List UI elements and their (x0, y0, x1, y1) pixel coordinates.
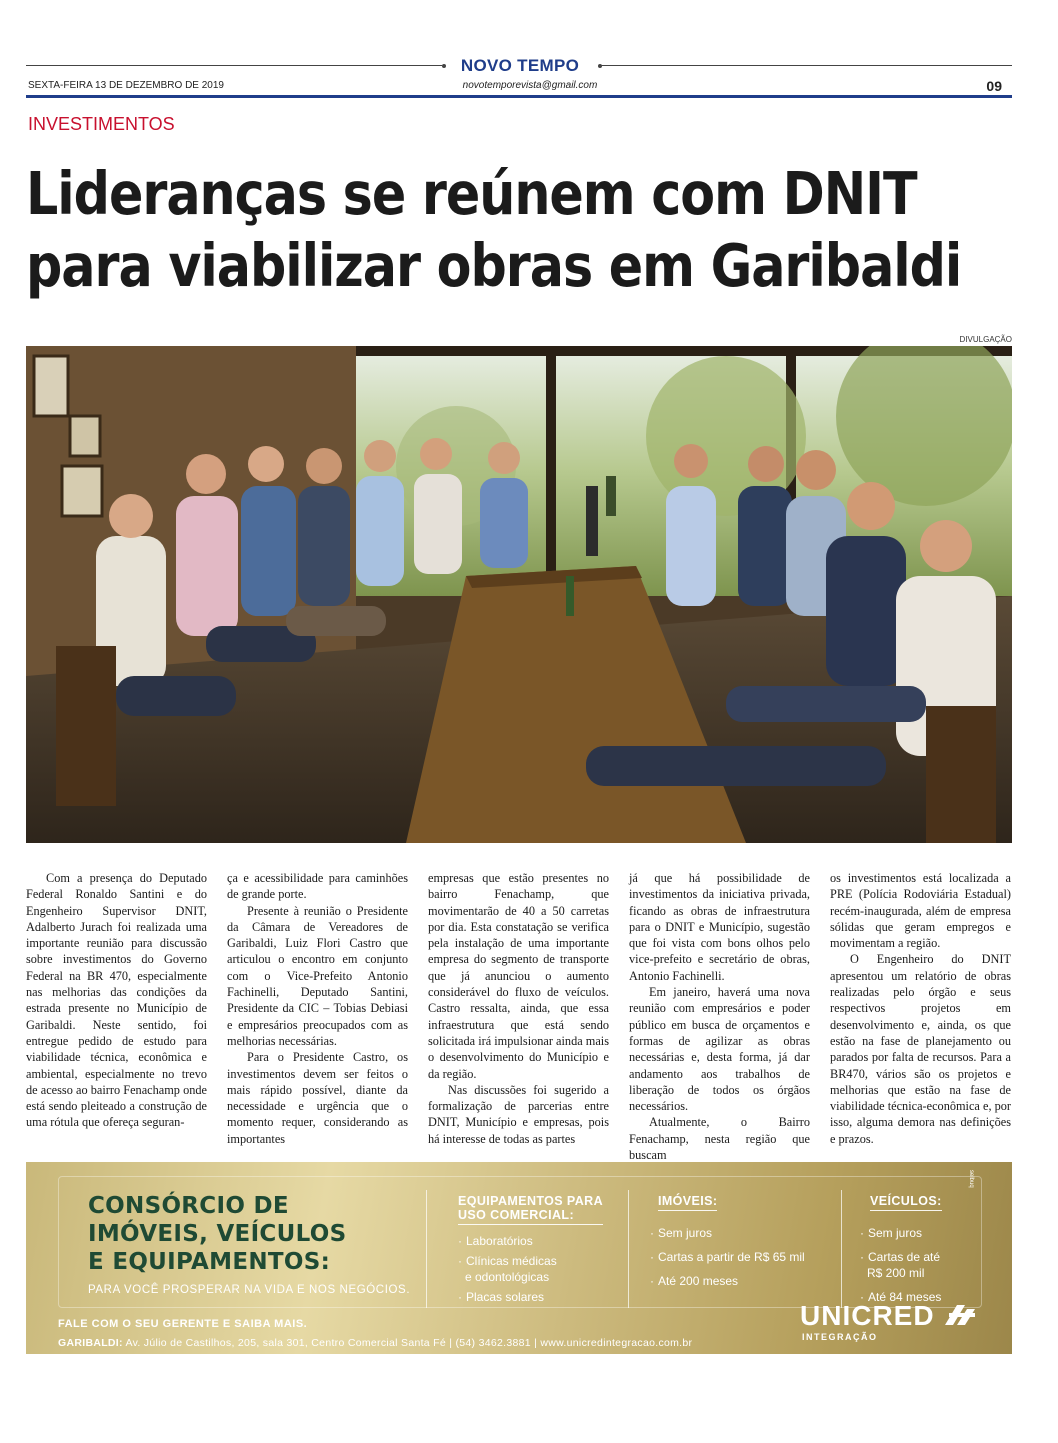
ad-address-label: GARIBALDI: (58, 1337, 123, 1349)
ad-title (88, 1192, 346, 1276)
ad-veiculos-item: R$ 200 mil (867, 1266, 925, 1280)
ad-divider (628, 1190, 629, 1308)
header-rule-right (600, 65, 1012, 66)
issue-date: SEXTA-FEIRA 13 DE DEZEMBRO DE 2019 (28, 80, 224, 91)
ad-subtitle: PARA VOCÊ PROSPERAR NA VIDA E NOS NEGÓCIOS. (88, 1284, 411, 1296)
ad-cta: FALE COM O SEU GERENTE E SAIBA MAIS. (58, 1318, 308, 1330)
article-column-4 (629, 870, 810, 1163)
ad-veiculos-item: Sem juros (868, 1226, 923, 1240)
header-divider (26, 95, 1012, 98)
article-paragraph: Para o Presidente Castro, os investimentos devem ser feitos o mais rápido possível, diante da necessidade e urgência que o momento requer, considerando as importantes (227, 1050, 408, 1146)
ad-address-text: Av. Júlio de Castilhos, 205, sala 301, Centro Comercial Santa Fé | (54) 3462.3881 | www.unicredintegracao.com.br (125, 1337, 693, 1349)
ad-equipment-item: Placas solares (466, 1290, 545, 1304)
unicred-logo (800, 1300, 977, 1332)
meeting-photo (26, 346, 1012, 843)
meeting-photo-illustration (26, 346, 1012, 843)
ad-equipment-item: e odontológicas (465, 1270, 550, 1284)
article-column-3 (428, 870, 609, 1147)
unicred-logo-text: UNICRED (800, 1300, 935, 1331)
unicred-advertisement[interactable] (26, 1162, 1012, 1354)
ad-veiculos-heading: VEÍCULOS: (860, 1194, 980, 1211)
article-paragraph: os investimentos está localizada a PRE (Polícia Rodoviária Estadual) recém-inaugurada, além de empresa sólidas que geram empregos e movimentam a região. (830, 871, 1011, 951)
article-column-5 (830, 870, 1011, 1147)
ad-imoveis-list: · Sem juros · Cartas a partir de R$ 65 mil · Até 200 meses (650, 1226, 805, 1288)
article-paragraph: Presente à reunião o Presidente da Câmara de Vereadores de Garibaldi, Luiz Flori Castro que articulou o encontro em conjunto com o Vice-Prefeito Antonio Fachinelli, Deputado Santini, Presidente da CIC – Tobias Debiasi e empresários preocupados com as melhorias necessárias. (227, 903, 408, 1048)
section-label: INVESTIMENTOS (28, 114, 175, 134)
ad-imoveis-item: Até 200 meses (658, 1274, 739, 1288)
headline-line-1: Lideranças se reúnem com DNIT (26, 159, 917, 228)
ad-veiculos-list: · Sem juros · Cartas de até R$ 200 mil · Até 84 meses (860, 1226, 942, 1304)
article-paragraph: empresas que estão presentes no bairro Fenachamp, que movimentarão de 40 a 50 carretas por dia. Esta constatação se verifica pela instalação de uma importante empresa do segmento de transporte que já anunciou o aumento considerável do fluxo de veículos. Castro ressalta, ainda, que essa infraestrutura que está sendo solicitada irá impulsionar ainda mais o desenvolvimento do Município e da região. (428, 871, 609, 1081)
ad-equipment-block (458, 1194, 638, 1313)
ad-equipment-item: Laboratórios (466, 1234, 533, 1248)
headline (26, 158, 962, 302)
newspaper-brand: NOVO TEMPO (460, 56, 580, 75)
article-paragraph: Com a presença do Deputado Federal Ronaldo Santini e do Engenheiro Supervisor DNIT, Adalberto Jurach foi realizada uma importante reunião para discussão sobre investimentos do Governo Federal na BR 470, especialmente nas melhorias das condições da estrada presente no Município de Garibaldi. Neste sentido, foi entregue pedido de estudo para viabilidade técnica, econômica e ambiental, especialmente no trevo de acesso ao bairro Fenachamp onde está sendo pleiteado a construção de uma rótula que ofereça seguran- (26, 871, 207, 1130)
unicred-logo-subtitle: INTEGRAÇÃO (802, 1332, 878, 1342)
ad-veiculos-item: Cartas de até (868, 1250, 941, 1264)
article-paragraph: Em janeiro, haverá uma nova reunião com empresários e poder público em busca de orçamentos e formas de agilizar as obras necessárias e, desta forma, já dar andamento aos trabalhos de liberação de todos os órgãos necessários. (629, 985, 810, 1114)
ad-veiculos-item: Até 84 meses (868, 1290, 942, 1304)
page-number: 09 (986, 78, 1002, 94)
ad-address (58, 1337, 692, 1349)
headline-line-2: para viabilizar obras em Garibaldi (26, 231, 962, 300)
article-column-1 (26, 870, 207, 1131)
unicred-logo-icon (943, 1303, 977, 1327)
photo-credit: DIVULGAÇÃO (959, 335, 1012, 344)
ad-equipment-heading: EQUIPAMENTOS PARA USO COMERCIAL: (458, 1194, 638, 1225)
header-rule-left (26, 65, 442, 66)
contact-email: novotemporevista@gmail.com (462, 80, 598, 91)
article-paragraph: já que há possibilidade de investimentos da iniciativa privada, ficando as obras de infraestrutura para o DNIT e Município, sugestão que foi vista com bons olhos pelo vice-prefeito e secretário de obras, Antonio Fachinelli. (629, 871, 810, 983)
ad-imoveis-item: Sem juros (658, 1226, 713, 1240)
article-column-2 (227, 870, 408, 1147)
ad-equipment-item: Clínicas médicas (466, 1254, 557, 1268)
ad-imoveis-block (650, 1194, 840, 1297)
ad-title-line-2: IMÓVEIS, VEÍCULOS (88, 1221, 347, 1247)
article-paragraph: Nas discussões foi sugerido a formalização de parcerias entre DNIT, Município e empresas, pois há interesse de todas as partes (428, 1082, 609, 1146)
article-paragraph: O Engenheiro do DNIT apresentou um relatório de obras realizadas pelo órgão e seus respectivos projetos em desenvolvimento e, ainda, os que estão na fase de planejamento ou parados por falta de recursos. Para a BR470, vários são os projetos e melhorias que estão na fase de viabilidade técnica-econômica e, por isso, alguma demora nas definições e prazos. (830, 952, 1011, 1146)
ad-divider (426, 1190, 427, 1308)
ad-imoveis-heading: IMÓVEIS: (650, 1194, 840, 1211)
ad-veiculos-block (860, 1194, 980, 1313)
ad-divider (841, 1190, 842, 1308)
ad-agency-tag: selbuq (968, 1170, 974, 1188)
ad-equipment-list: · Laboratórios · Clínicas médicas e odontológicas · Placas solares (458, 1234, 557, 1304)
article-paragraph: ça e acessibilidade para caminhões de grande porte. (227, 871, 408, 902)
ad-title-line-3: E EQUIPAMENTOS: (88, 1249, 331, 1275)
ad-title-line-1: CONSÓRCIO DE (88, 1193, 289, 1219)
ad-imoveis-item: Cartas a partir de R$ 65 mil (658, 1250, 805, 1264)
article-paragraph: Atualmente, o Bairro Fenachamp, nesta região que buscam (629, 1115, 810, 1163)
